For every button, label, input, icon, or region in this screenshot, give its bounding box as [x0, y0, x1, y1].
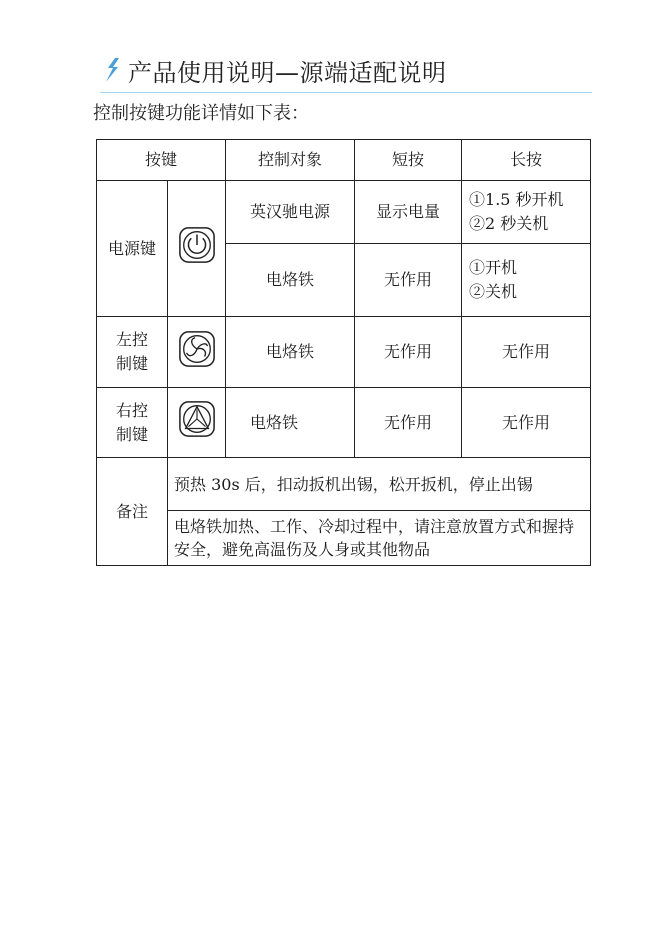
power-short-2: 无作用 [355, 244, 462, 317]
header-target: 控制对象 [226, 140, 355, 181]
remark-line-2: 电烙铁加热、工作、冷却过程中，请注意放置方式和握持安全，避免高温伤及人身或其他物品 [168, 511, 591, 566]
left-key-short: 无作用 [355, 317, 462, 388]
lightning-icon [100, 56, 124, 84]
remark-line-1: 预热 30s 后，扣动扳机出锡，松开扳机，停止出锡 [168, 458, 591, 511]
right-key-short: 无作用 [355, 388, 462, 458]
table-row [97, 181, 591, 244]
remarks-label: 备注 [97, 458, 168, 566]
header-long-press: 长按 [462, 140, 591, 181]
left-key-target: 电烙铁 [226, 317, 355, 388]
fan-swirl-icon [178, 329, 216, 369]
power-target-2: 电烙铁 [226, 244, 355, 317]
header-key: 按键 [97, 140, 226, 181]
table-row [97, 458, 591, 511]
right-key-icon-cell [168, 388, 226, 458]
right-key-long: 无作用 [462, 388, 591, 458]
table-header-row [97, 140, 591, 181]
power-key-label: 电源键 [97, 181, 168, 317]
power-target-1: 英汉驰电源 [226, 181, 355, 244]
left-key-icon-cell [168, 317, 226, 388]
power-long-2: ①开机 ②关机 [462, 244, 591, 317]
header-short-press: 短按 [355, 140, 462, 181]
triangle-icon [178, 399, 216, 439]
page-title: 产品使用说明—源端适配说明 [128, 58, 447, 87]
table-row [97, 317, 591, 388]
key-function-table [96, 139, 591, 566]
left-key-label: 左控 制键 [97, 317, 168, 388]
power-icon [178, 225, 216, 265]
right-key-target: 电烙铁 [226, 388, 355, 458]
right-key-label: 右控 制键 [97, 388, 168, 458]
power-short-1: 显示电量 [355, 181, 462, 244]
table-row [97, 388, 591, 458]
left-key-long: 无作用 [462, 317, 591, 388]
table-row [97, 511, 591, 566]
power-long-1: ①1.5 秒开机 ②2 秒关机 [462, 181, 591, 244]
intro-text: 控制按键功能详情如下表： [93, 103, 309, 124]
header-divider [100, 92, 592, 93]
page-header [100, 52, 447, 88]
power-icon-cell [168, 181, 226, 317]
